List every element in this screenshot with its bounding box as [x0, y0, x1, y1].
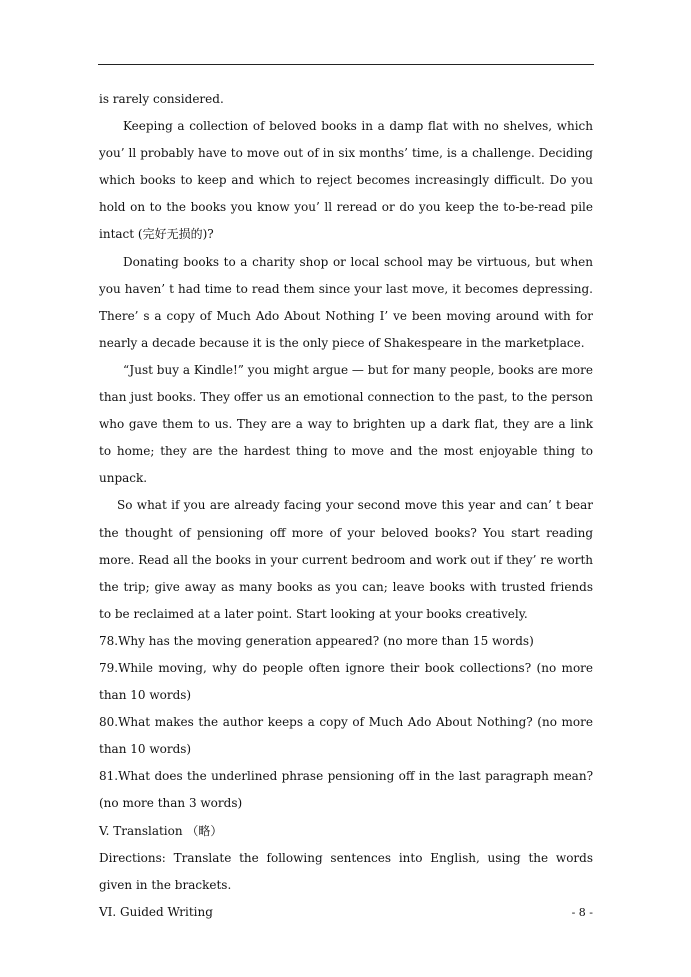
guided-writing-heading: VI. Guided Writing	[99, 904, 213, 919]
question-78: 78.Why has the moving generation appeared? (no more than 15 words)	[99, 633, 534, 648]
question-81: 81.What does the underlined phrase pensioning off in the last paragraph mean? (no more than 3 words)	[99, 769, 593, 811]
paragraph-book-collection: Keeping a collection of beloved books in a damp flat with no shelves, which you’ ll probably have to move out of in six months’ time, is a challenge. Deciding which books to keep and which to reject becomes increasingly difficult. Do you hold on to the books you know you’ ll reread or do you keep the to-be-read pile intact (完好无损的)?	[99, 119, 593, 242]
page-number: - 8 -	[571, 906, 593, 919]
paragraph-second-move: So what if you are already facing your second move this year and can’ t bear the thought of pensioning off more of your beloved books? You start reading more. Read all the books in your current bedroom and work out if they’ re worth the trip; give away as many books as you can; leave books with trusted friends to be reclaimed at a later point. Start looking at your books creatively.	[99, 498, 593, 621]
translation-heading: V. Translation （略）	[99, 823, 223, 838]
paragraph-donating-books: Donating books to a charity shop or local school may be virtuous, but when you haven’ t had time to read them since your last move, it becomes depressing. There’ s a copy of Much Ado About Nothing I’ ve been moving around with for nearly a decade because it is the only piece of Shakespeare in the marketplace.	[99, 254, 593, 350]
question-80: 80.What makes the author keeps a copy of Much Ado About Nothing? (no more than 10 words)	[99, 715, 593, 757]
paragraph-kindle: “Just buy a Kindle!” you might argue — but for many people, books are more than just books. They offer us an emotional connection to the past, to the person who gave them to us. They are a way to brighten up a dark flat, they are a link to home; they are the hardest thing to move and the most enjoyable thing to unpack.	[99, 362, 593, 486]
document-body	[99, 86, 593, 926]
header-rule	[98, 64, 594, 65]
paragraph-continuation: is rarely considered.	[99, 92, 224, 106]
translation-directions: Directions: Translate the following sentences into English, using the words given in the brackets.	[99, 850, 593, 892]
question-79: 79.While moving, why do people often ignore their book collections? (no more than 10 words)	[99, 660, 593, 703]
